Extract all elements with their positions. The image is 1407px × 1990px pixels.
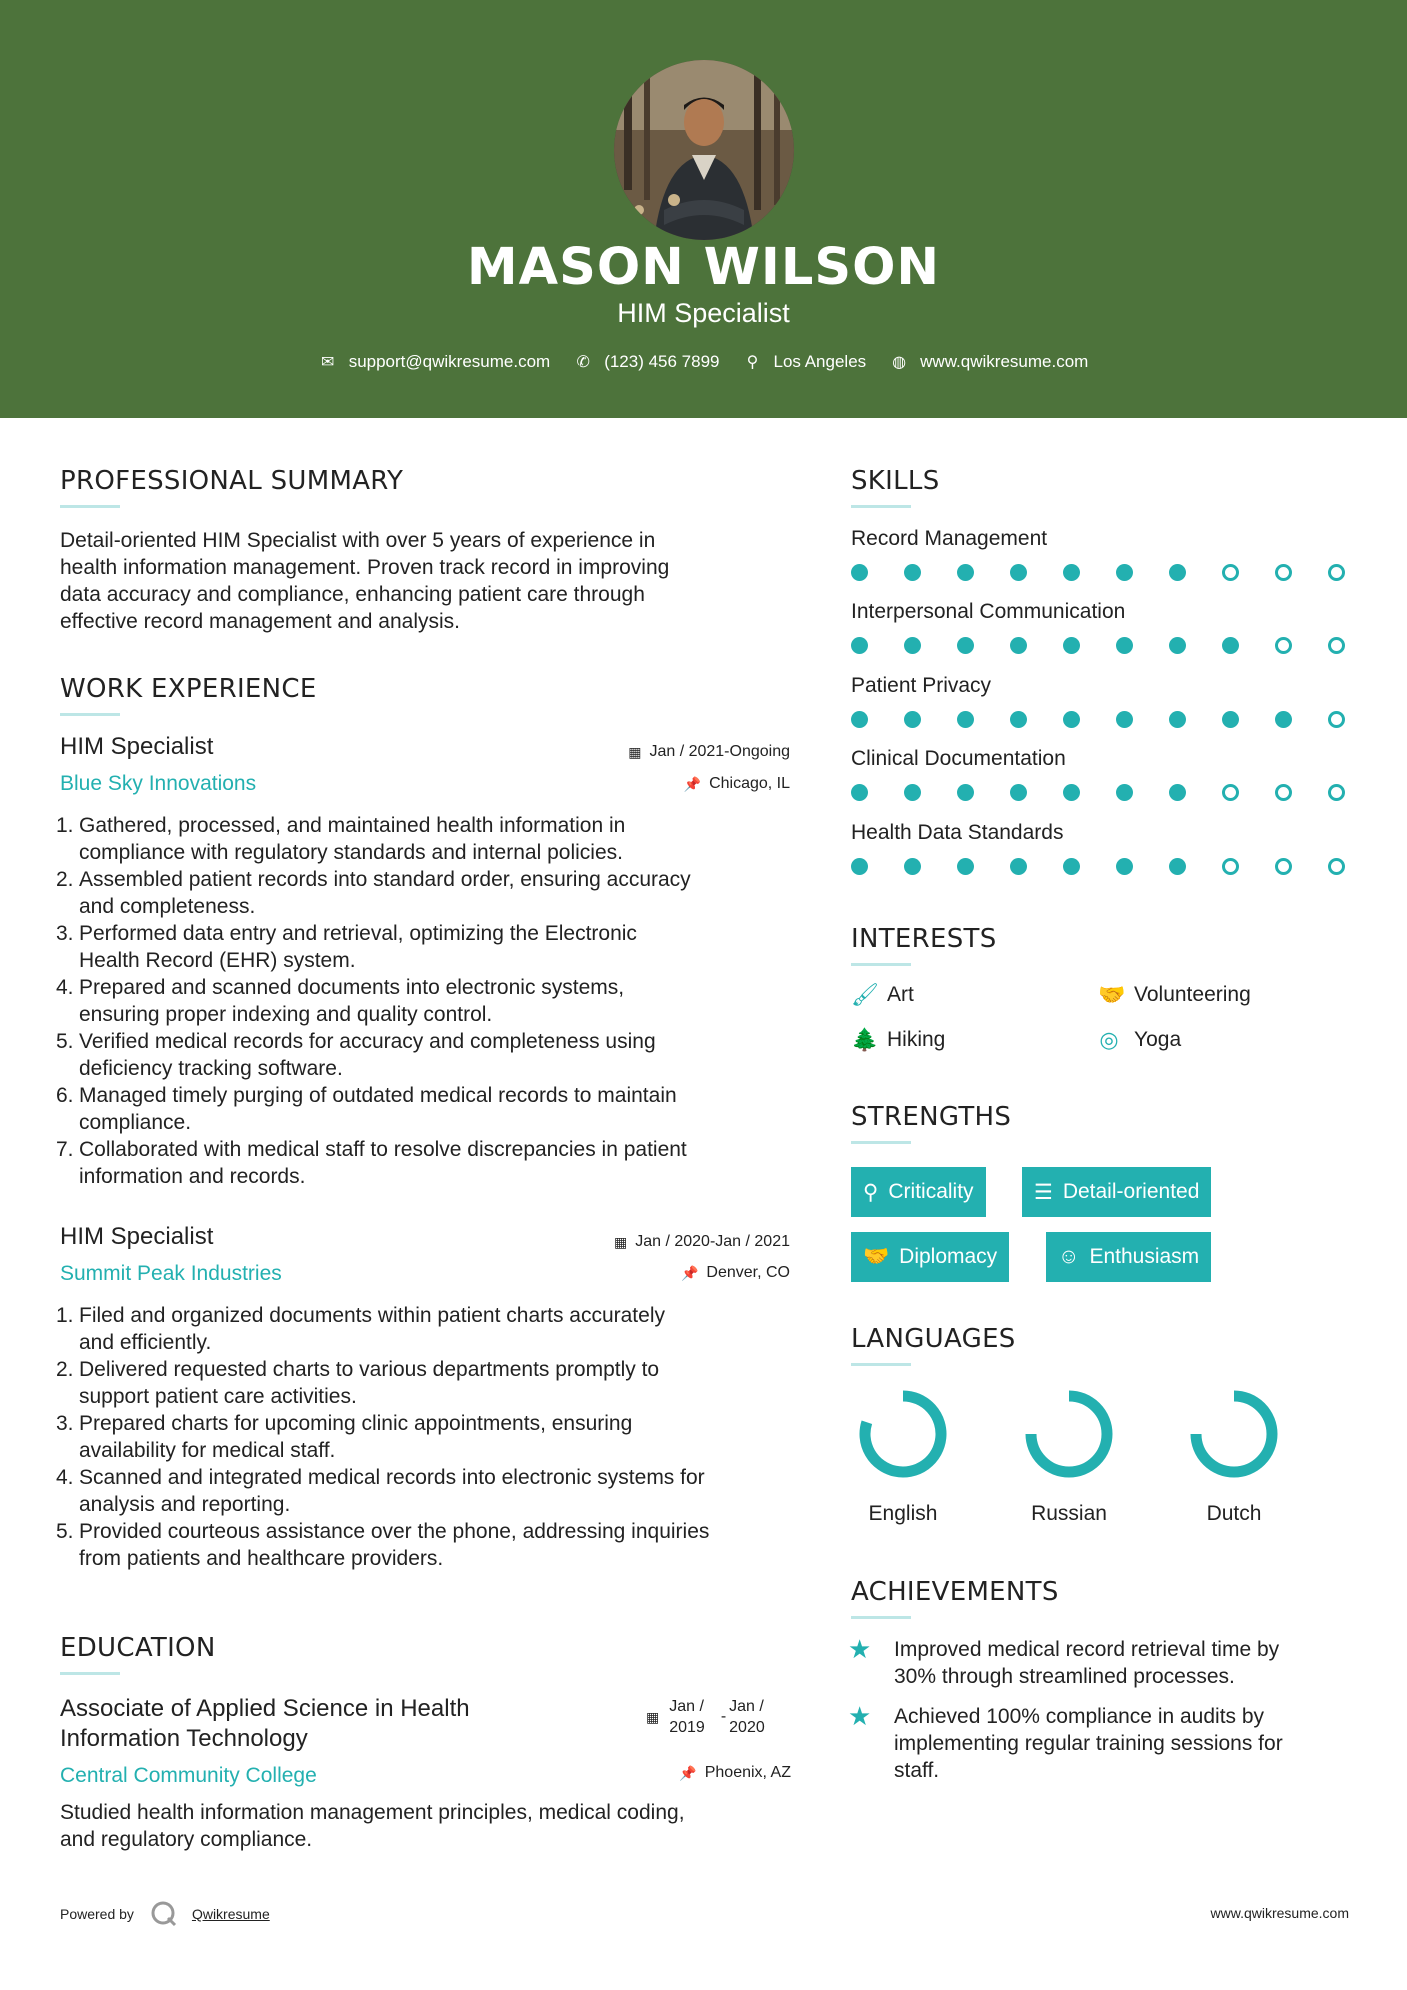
- skill-dot-filled: [1063, 637, 1080, 654]
- education-end-date: Jan / 2020: [729, 1698, 765, 1736]
- skill-dot-filled: [851, 711, 868, 728]
- email-text: support@qwikresume.com: [348, 352, 551, 371]
- achievement-text: Improved medical record retrieval time by 30% through streamlined processes.: [894, 1638, 1280, 1688]
- strength-tag: [851, 1167, 986, 1217]
- list-item: 3. Performed data entry and retrieval, optimizing the Electronic Health Record (EHR) system.: [56, 922, 637, 972]
- star-icon: ★: [848, 1634, 872, 1664]
- job-duties-list: [56, 812, 810, 1190]
- profile-photo: [614, 60, 794, 240]
- skill-dot-empty: [1328, 711, 1345, 728]
- skill-dot-filled: [1116, 858, 1133, 875]
- language-arc: [1031, 1396, 1107, 1472]
- skill-dot-filled: [1010, 711, 1027, 728]
- job-location: [500, 775, 790, 793]
- contact-bar: [0, 352, 1407, 372]
- skill-dot-filled: [1222, 637, 1239, 654]
- language-label: English: [868, 1502, 938, 1525]
- calendar-icon: ▦: [613, 1233, 628, 1250]
- achievements-heading: ACHIEVEMENTS: [851, 1577, 1059, 1607]
- footer-website[interactable]: www.qwikresume.com: [1210, 1905, 1349, 1921]
- lifebuoy-icon: ◎: [1099, 1027, 1119, 1052]
- skill-dot-filled: [1222, 711, 1239, 728]
- language-item: [1179, 1388, 1289, 1526]
- job-dates: [500, 743, 790, 761]
- header-banner: [0, 0, 1407, 418]
- skill-label: Clinical Documentation: [851, 747, 1066, 770]
- strength-label: Enthusiasm: [1089, 1245, 1200, 1268]
- handshake-icon: 🤝: [863, 1245, 890, 1268]
- achievement-item: [848, 1636, 1358, 1690]
- list-item: 4. Scanned and integrated medical records into electronic systems for analysis and reporting.: [56, 1466, 705, 1516]
- website-text: www.qwikresume.com: [920, 352, 1089, 371]
- language-item: [1014, 1388, 1124, 1526]
- job-location-text: Denver, CO: [706, 1264, 790, 1281]
- degree-line: Associate of Applied Science in Health: [60, 1695, 470, 1722]
- education-dates: [646, 1696, 765, 1738]
- skill-dot-empty: [1328, 858, 1345, 875]
- contact-location: [744, 352, 867, 372]
- list-item: 5. Verified medical records for accuracy and completeness using deficiency tracking software.: [56, 1030, 656, 1080]
- summary-text: [60, 527, 800, 635]
- interest-label: Art: [887, 983, 914, 1006]
- skill-dot-empty: [1222, 858, 1239, 875]
- interests-heading: INTERESTS: [851, 924, 997, 954]
- pin-icon: 📌: [683, 775, 702, 792]
- degree-title: [60, 1694, 470, 1754]
- skill-rating: [851, 637, 1381, 654]
- skill-dot-filled: [1010, 564, 1027, 581]
- job-location: [500, 1264, 790, 1282]
- phone-text: (123) 456 7899: [604, 352, 720, 371]
- skills-heading: SKILLS: [851, 466, 940, 496]
- contact-email[interactable]: [319, 352, 551, 372]
- list-icon: ☰: [1034, 1180, 1053, 1204]
- skill-dot-filled: [1169, 784, 1186, 801]
- skill-dot-empty: [1328, 564, 1345, 581]
- contact-phone[interactable]: [574, 352, 719, 372]
- contact-website[interactable]: [890, 352, 1088, 372]
- skill-dot-filled: [904, 711, 921, 728]
- interest-item: [851, 1027, 945, 1053]
- strength-tag: [851, 1232, 1009, 1282]
- skills-underline: [851, 505, 911, 508]
- handshake-icon: 🤝: [1098, 982, 1126, 1007]
- date-separator: -: [720, 1708, 727, 1725]
- achievements-underline: [851, 1616, 911, 1619]
- interest-item: [851, 982, 914, 1008]
- smile-icon: ☺: [1058, 1245, 1080, 1268]
- globe-icon: ◍: [892, 354, 907, 371]
- skill-dot-filled: [957, 637, 974, 654]
- education-location: [500, 1764, 791, 1782]
- map-pin-icon: ⚲: [746, 354, 759, 371]
- list-item: 6. Managed timely purging of outdated medical records to maintain compliance.: [56, 1084, 677, 1134]
- brand-link[interactable]: Qwikresume: [191, 1906, 270, 1922]
- paintbrush-icon: 🖌: [851, 982, 879, 1007]
- skill-label: Health Data Standards: [851, 821, 1064, 844]
- education-line: and regulatory compliance.: [60, 1828, 313, 1851]
- powered-by-text: Powered by: [60, 1906, 134, 1922]
- language-arc: [865, 1396, 941, 1472]
- skill-dot-filled: [957, 858, 974, 875]
- list-item: 5. Provided courteous assistance over the phone, addressing inquiries from patients and healthcare providers.: [56, 1520, 710, 1570]
- skill-dot-filled: [1116, 637, 1133, 654]
- education-underline: [60, 1672, 120, 1675]
- strength-label: Detail-oriented: [1062, 1180, 1200, 1203]
- strengths-underline: [851, 1141, 911, 1144]
- skill-label: Patient Privacy: [851, 674, 992, 697]
- interest-label: Yoga: [1134, 1028, 1182, 1051]
- skill-dot-filled: [1116, 711, 1133, 728]
- skill-dot-filled: [1063, 784, 1080, 801]
- strengths-heading: STRENGTHS: [851, 1102, 1012, 1132]
- skill-dot-empty: [1222, 784, 1239, 801]
- profile-photo-illustration: [614, 60, 794, 240]
- education-heading: EDUCATION: [60, 1633, 216, 1663]
- skill-dot-filled: [1010, 637, 1027, 654]
- language-gauge: [1188, 1388, 1280, 1480]
- skill-dot-empty: [1275, 858, 1292, 875]
- company-name: Summit Peak Industries: [60, 1262, 282, 1285]
- skill-dot-filled: [1063, 711, 1080, 728]
- interest-item: [1098, 1027, 1181, 1053]
- skill-dot-filled: [1010, 858, 1027, 875]
- search-icon: ⚲: [863, 1180, 879, 1204]
- skill-dot-filled: [904, 564, 921, 581]
- skill-rating: [851, 784, 1381, 801]
- footer-powered-by: [60, 1900, 270, 1928]
- language-arc: [1196, 1396, 1272, 1472]
- interest-label: Hiking: [887, 1028, 946, 1051]
- language-label: Dutch: [1206, 1502, 1262, 1525]
- skill-dot-filled: [1116, 784, 1133, 801]
- candidate-name: MASON WILSON: [466, 238, 941, 297]
- skill-dot-filled: [904, 858, 921, 875]
- list-item: 4. Prepared and scanned documents into electronic systems, ensuring proper indexing and quality control.: [56, 976, 625, 1026]
- list-item: 1. Filed and organized documents within patient charts accurately and efficiently.: [56, 1304, 665, 1354]
- summary-underline: [60, 505, 120, 508]
- strength-tag: [1022, 1167, 1211, 1217]
- summary-line: health information management. Proven track record in improving: [60, 556, 670, 579]
- degree-line: Information Technology: [60, 1725, 308, 1752]
- experience-heading: WORK EXPERIENCE: [60, 674, 317, 704]
- experience-underline: [60, 713, 120, 716]
- skill-dot-filled: [851, 564, 868, 581]
- list-item: 1. Gathered, processed, and maintained health information in compliance with regulatory standards and internal policies.: [56, 814, 626, 864]
- skill-rating: [851, 564, 1381, 581]
- skill-dot-filled: [957, 784, 974, 801]
- skill-dot-filled: [1010, 784, 1027, 801]
- summary-line: effective record management and analysis.: [60, 610, 461, 633]
- skill-dot-empty: [1328, 637, 1345, 654]
- job-duties-list: [56, 1302, 810, 1572]
- strength-label: Diplomacy: [899, 1245, 998, 1268]
- job-dates-text: Jan / 2020-Jan / 2021: [635, 1233, 790, 1250]
- skill-dot-empty: [1222, 564, 1239, 581]
- languages-underline: [851, 1363, 911, 1366]
- calendar-icon: ▦: [646, 1708, 660, 1725]
- skill-dot-filled: [957, 711, 974, 728]
- skill-label: Record Management: [851, 527, 1048, 550]
- summary-line: Detail-oriented HIM Specialist with over 5 years of experience in: [60, 529, 656, 552]
- job-location-text: Chicago, IL: [709, 775, 790, 792]
- education-location-text: Phoenix, AZ: [704, 1764, 791, 1781]
- skill-dot-filled: [1116, 564, 1133, 581]
- list-item: 2. Delivered requested charts to various departments promptly to support patient care activities.: [56, 1358, 660, 1408]
- qwikresume-logo-icon: [150, 1900, 178, 1928]
- language-label: Russian: [1031, 1502, 1107, 1525]
- skill-dot-filled: [904, 784, 921, 801]
- tree-icon: 🌲: [851, 1027, 879, 1052]
- pin-icon: 📌: [679, 1764, 697, 1781]
- skill-dot-filled: [957, 564, 974, 581]
- language-gauge: [1023, 1388, 1115, 1480]
- skill-dot-filled: [1063, 858, 1080, 875]
- skill-dot-empty: [1275, 637, 1292, 654]
- skill-rating: [851, 711, 1381, 728]
- list-item: 2. Assembled patient records into standard order, ensuring accuracy and completeness.: [56, 868, 691, 918]
- job-title: HIM Specialist: [60, 1223, 214, 1250]
- location-text: Los Angeles: [773, 352, 867, 371]
- skill-dot-filled: [851, 784, 868, 801]
- interest-item: [1098, 982, 1251, 1008]
- interest-label: Volunteering: [1134, 983, 1251, 1006]
- language-gauge: [857, 1388, 949, 1480]
- star-icon: ★: [848, 1701, 872, 1731]
- skill-dot-filled: [1169, 858, 1186, 875]
- skill-label: Interpersonal Communication: [851, 600, 1126, 623]
- strength-label: Criticality: [888, 1180, 974, 1203]
- skill-dot-empty: [1328, 784, 1345, 801]
- skill-dot-filled: [1275, 711, 1292, 728]
- skill-dot-filled: [1169, 711, 1186, 728]
- envelope-icon: ✉: [320, 354, 335, 371]
- skill-dot-empty: [1275, 784, 1292, 801]
- school-name: Central Community College: [60, 1764, 317, 1787]
- company-name: Blue Sky Innovations: [60, 772, 257, 795]
- job-dates-text: Jan / 2021-Ongoing: [649, 743, 790, 760]
- skill-dot-filled: [1169, 637, 1186, 654]
- phone-icon: ✆: [576, 354, 590, 371]
- calendar-icon: ▦: [628, 743, 642, 760]
- job-dates: [500, 1233, 790, 1251]
- candidate-title: HIM Specialist: [617, 298, 790, 328]
- list-item: 3. Prepared charts for upcoming clinic appointments, ensuring availability for medical staff.: [56, 1412, 633, 1462]
- strength-tag: [1046, 1232, 1211, 1282]
- list-item: 7. Collaborated with medical staff to resolve discrepancies in patient information and records.: [56, 1138, 687, 1188]
- job-title: HIM Specialist: [60, 733, 214, 760]
- summary-heading: PROFESSIONAL SUMMARY: [60, 466, 404, 496]
- pin-icon: 📌: [680, 1264, 699, 1281]
- education-start-date: Jan / 2019: [669, 1698, 705, 1736]
- interests-underline: [851, 963, 911, 966]
- skill-dot-empty: [1275, 564, 1292, 581]
- achievement-text: Achieved 100% compliance in audits by implementing regular training sessions for staff.: [894, 1705, 1283, 1782]
- achievement-item: [848, 1703, 1358, 1784]
- education-description: [60, 1799, 820, 1853]
- skill-dot-filled: [851, 858, 868, 875]
- skill-dot-filled: [1169, 564, 1186, 581]
- skill-dot-filled: [851, 637, 868, 654]
- language-item: [848, 1388, 958, 1526]
- skill-dot-filled: [904, 637, 921, 654]
- skill-rating: [851, 858, 1381, 875]
- education-line: Studied health information management principles, medical coding,: [60, 1801, 685, 1824]
- summary-line: data accuracy and compliance, enhancing patient care through: [60, 583, 645, 606]
- languages-heading: LANGUAGES: [851, 1324, 1016, 1354]
- skill-dot-filled: [1063, 564, 1080, 581]
